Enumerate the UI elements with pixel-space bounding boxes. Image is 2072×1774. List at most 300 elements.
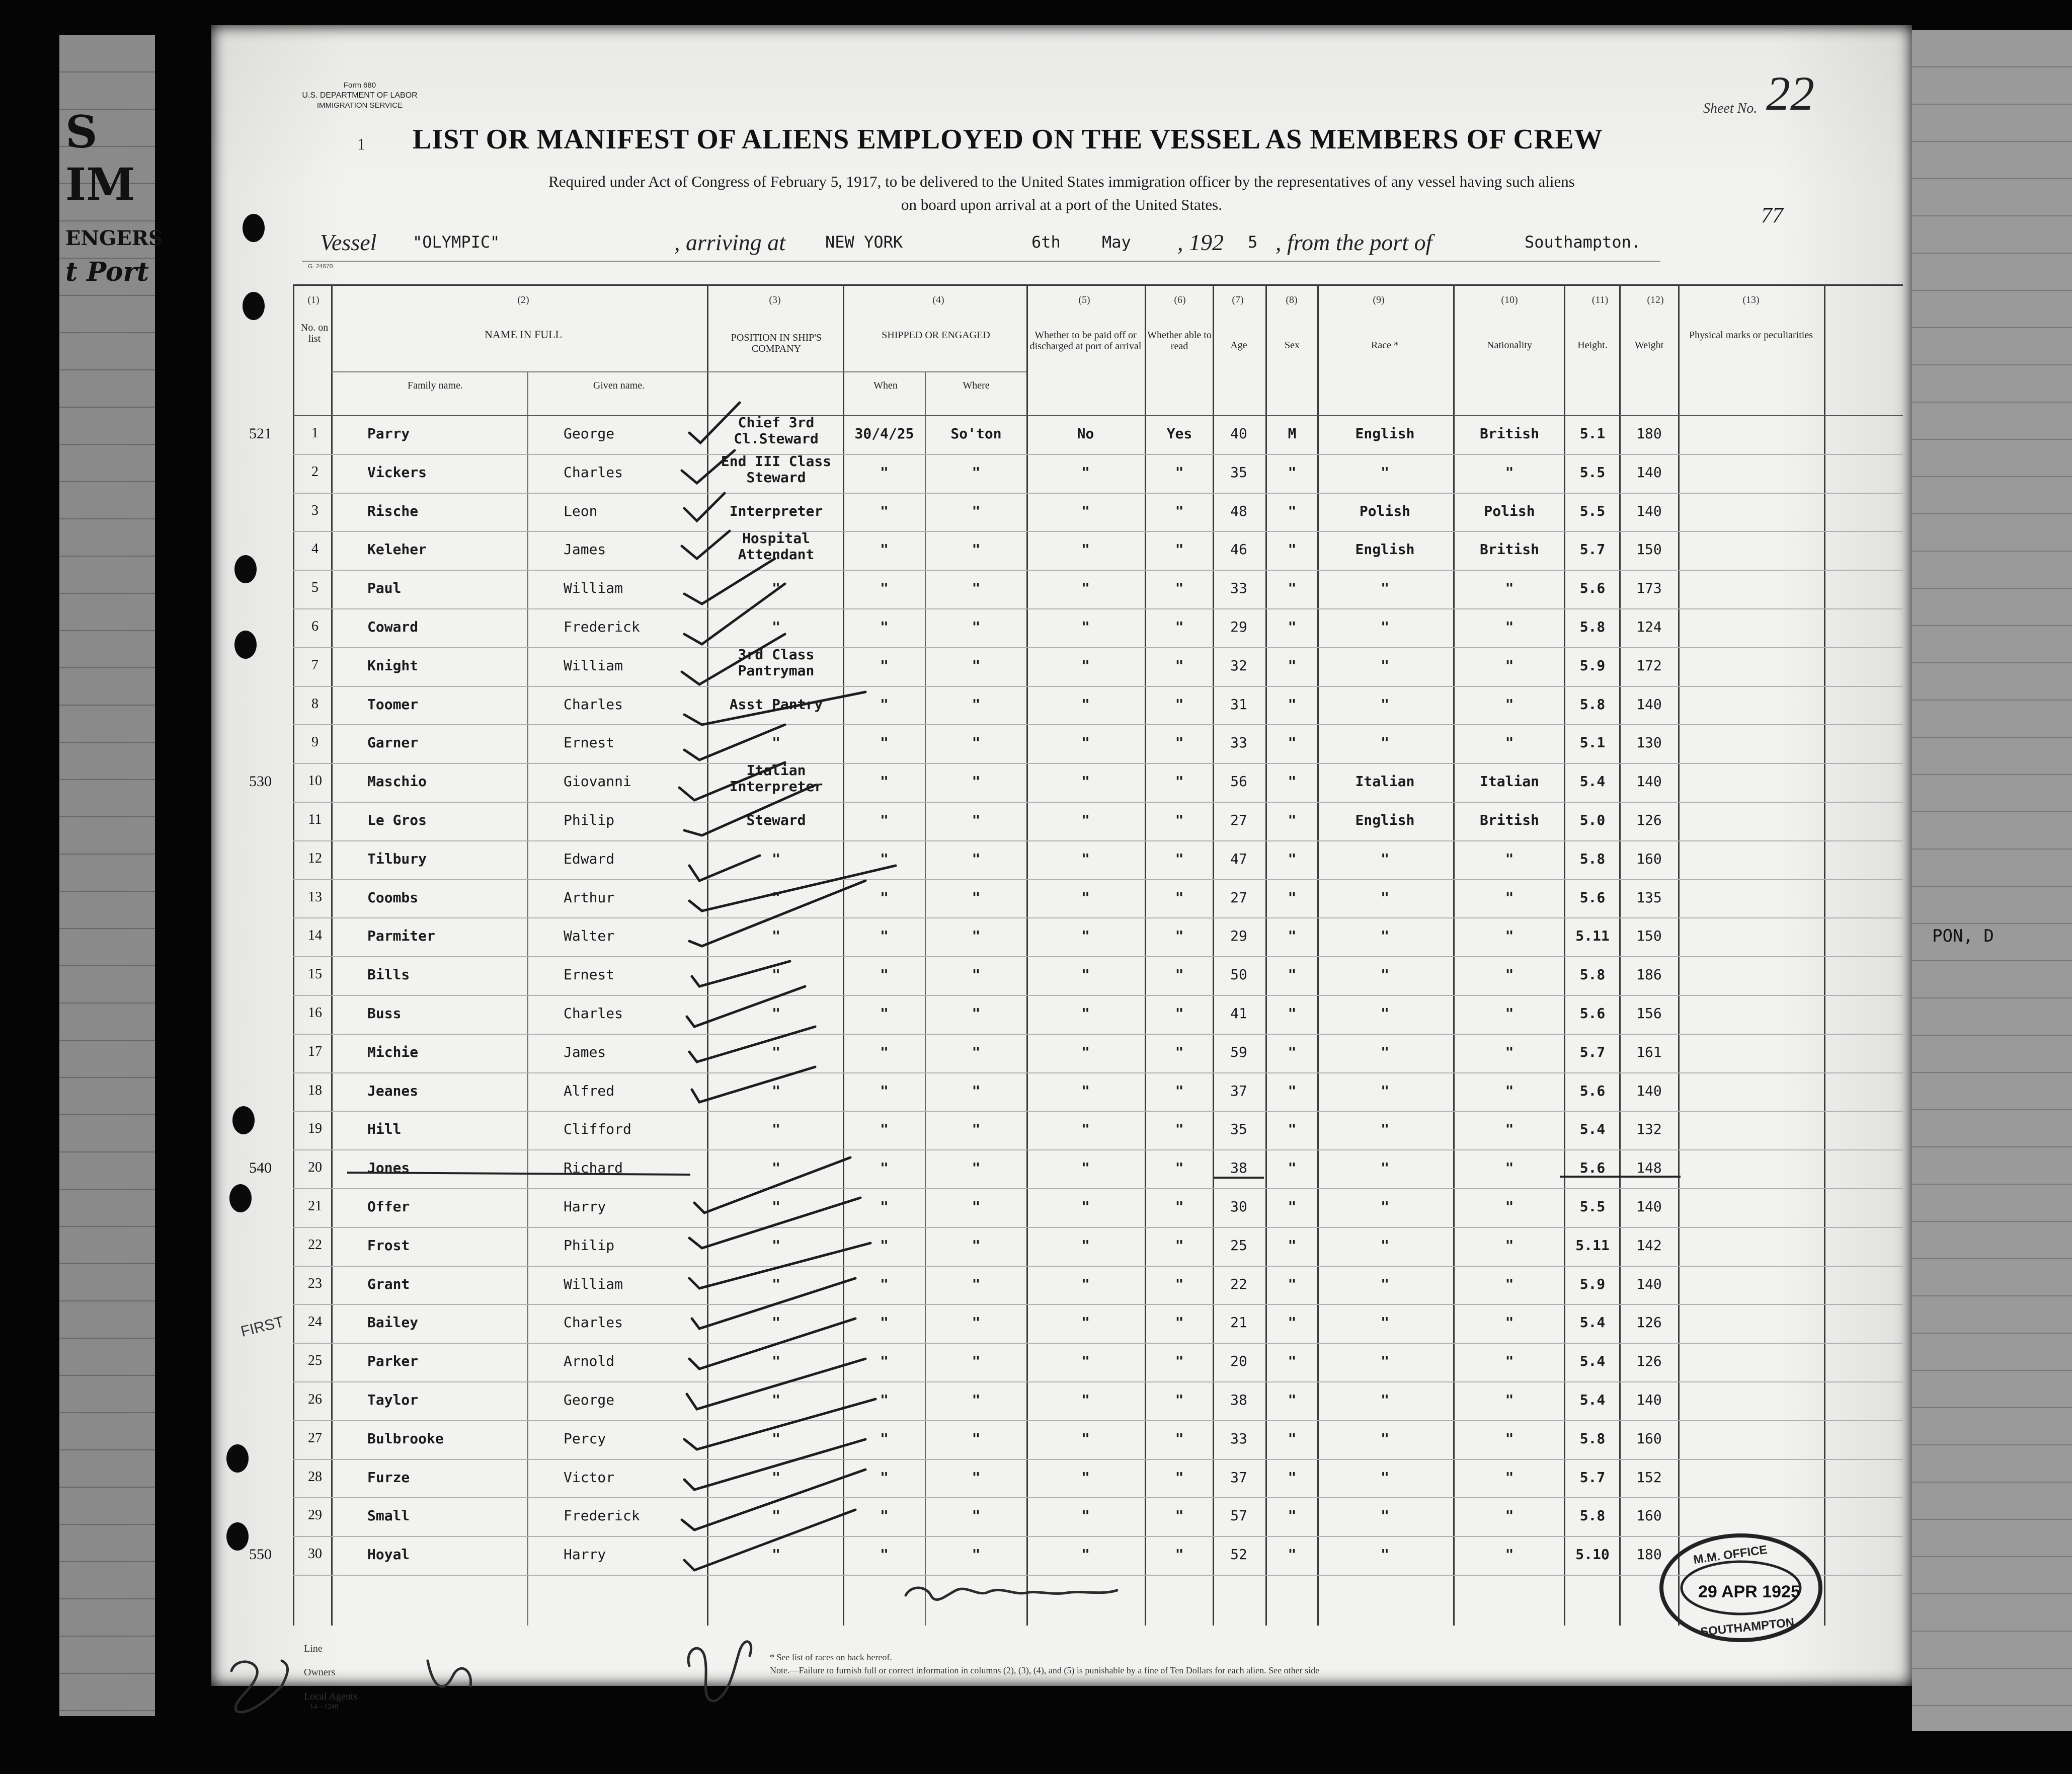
cell-read: " — [1175, 1005, 1184, 1022]
col-header-given: Given name. — [593, 380, 645, 391]
cell-height: 5.7 — [1579, 1469, 1606, 1486]
row-rule — [293, 608, 1903, 609]
cell-height: 5.1 — [1579, 734, 1606, 751]
cell-when: " — [880, 1083, 889, 1099]
cell-position: Chief 3rd — [738, 414, 815, 431]
cell-when: " — [880, 503, 889, 519]
cell-race: " — [1381, 464, 1389, 481]
cell-position: " — [772, 1276, 780, 1292]
cell-race: " — [1381, 1314, 1389, 1331]
departure-port: Southampton. — [1525, 233, 1641, 252]
cell-nationality: " — [1505, 619, 1514, 635]
cell-given: Harry — [564, 1546, 606, 1563]
cell-position: " — [772, 1546, 780, 1563]
punch-hole — [234, 631, 257, 659]
cell-read: " — [1175, 889, 1184, 906]
cell-nationality: " — [1505, 966, 1514, 983]
cell-where: " — [972, 1392, 981, 1408]
agents-label: Local Agents — [304, 1691, 358, 1702]
cell-when: " — [880, 580, 889, 596]
cell-nationality: " — [1505, 1005, 1514, 1022]
cell-position: " — [772, 1392, 780, 1408]
cell-position: " — [772, 580, 780, 596]
cell-position: " — [772, 1314, 780, 1331]
col-number: (9) — [1373, 294, 1385, 305]
cell-paid: " — [1081, 1276, 1090, 1292]
cell-no: 29 — [308, 1507, 322, 1523]
cell-when: " — [880, 773, 889, 790]
column-rule — [1317, 284, 1319, 1626]
cell-paid: No — [1077, 425, 1094, 442]
cell-height: 5.8 — [1579, 966, 1606, 983]
cell-race: " — [1381, 1198, 1389, 1215]
cell-age: 59 — [1230, 1044, 1247, 1060]
cell-sex: " — [1288, 464, 1297, 481]
cell-when: 30/4/25 — [854, 425, 914, 442]
col-header-shipped: SHIPPED OR ENGAGED — [882, 330, 990, 341]
column-rule — [1213, 284, 1214, 1626]
cell-age: 27 — [1230, 812, 1247, 828]
cell-no: 15 — [308, 966, 322, 982]
column-rule — [1026, 284, 1028, 1626]
cell-age: 35 — [1230, 1121, 1247, 1137]
sheet-label: Sheet No. — [1703, 101, 1758, 116]
cell-read: " — [1175, 580, 1184, 596]
column-rule — [1265, 284, 1267, 1626]
cell-given: Philip — [564, 1237, 615, 1254]
col-header-name: NAME IN FULL — [485, 328, 562, 341]
cell-family: Maschio — [367, 773, 427, 790]
cell-family: Parry — [367, 425, 410, 442]
crew-table — [293, 284, 1903, 1627]
subtitle-line: Required under Act of Congress of February 5, 1917, to be delivered to the United States immigration officer by the representatives of any vessel having such aliens — [548, 173, 1575, 190]
col-number: (4) — [932, 294, 944, 305]
cell-nationality: " — [1505, 1276, 1514, 1292]
vessel-label: Vessel — [320, 229, 377, 255]
cell-when: " — [880, 1392, 889, 1408]
cell-paid: " — [1081, 1044, 1090, 1060]
from-label: , from the port of — [1276, 229, 1432, 255]
cell-weight: 130 — [1636, 734, 1662, 751]
cell-sex: " — [1288, 1198, 1297, 1215]
col-number: (6) — [1174, 294, 1186, 305]
cell-no: 11 — [308, 812, 322, 827]
cell-where: " — [972, 812, 981, 828]
cell-read: " — [1175, 1469, 1184, 1486]
cell-nationality: " — [1505, 1392, 1514, 1408]
cell-when: " — [880, 851, 889, 867]
cell-race: " — [1381, 1469, 1389, 1486]
cell-read: " — [1175, 619, 1184, 635]
cell-paid: " — [1081, 1160, 1090, 1176]
cell-sex: " — [1288, 657, 1297, 674]
arrival-month: May — [1102, 233, 1131, 252]
cell-position-line2: Attendant — [738, 546, 815, 563]
cell-position-line2: Cl.Steward — [734, 430, 819, 447]
cell-given: Frederick — [564, 619, 640, 635]
cell-height: 5.6 — [1579, 1160, 1606, 1176]
cell-nationality: " — [1505, 1198, 1514, 1215]
cell-no: 26 — [308, 1392, 322, 1407]
row-rule — [293, 840, 1903, 841]
cell-family: Jones — [367, 1160, 410, 1176]
cell-family: Hoyal — [367, 1546, 410, 1563]
cell-when: " — [880, 1546, 889, 1563]
margin-number: 540 — [249, 1160, 272, 1176]
cell-given: Arnold — [564, 1353, 615, 1369]
cell-paid: " — [1081, 1392, 1090, 1408]
cell-height: 5.7 — [1579, 1044, 1606, 1060]
cell-given: James — [564, 1044, 606, 1060]
cell-nationality: " — [1505, 1044, 1514, 1060]
cell-age: 31 — [1230, 696, 1247, 713]
cell-paid: " — [1081, 773, 1090, 790]
cell-family: Tilbury — [367, 851, 427, 867]
cell-sex: " — [1288, 503, 1297, 519]
cell-height: 5.11 — [1575, 928, 1610, 944]
cell-position: Steward — [746, 812, 806, 828]
cell-nationality: " — [1505, 1237, 1514, 1254]
cell-read: " — [1175, 464, 1184, 481]
cell-no: 20 — [308, 1160, 322, 1175]
cell-read: " — [1175, 1121, 1184, 1137]
cell-nationality: " — [1505, 1353, 1514, 1369]
cell-race: " — [1381, 734, 1389, 751]
cell-position: Asst Pantry — [729, 696, 823, 713]
cell-paid: " — [1081, 619, 1090, 635]
cell-age: 25 — [1230, 1237, 1247, 1254]
cell-age: 47 — [1230, 851, 1247, 867]
cell-sex: " — [1288, 1507, 1297, 1524]
cell-no: 10 — [308, 773, 322, 789]
cell-read: " — [1175, 966, 1184, 983]
col-header-nationality: Nationality — [1487, 340, 1532, 351]
cell-where: " — [972, 696, 981, 713]
cell-age: 57 — [1230, 1507, 1247, 1524]
cell-no: 28 — [308, 1469, 322, 1485]
cell-position: " — [772, 928, 780, 944]
cell-age: 20 — [1230, 1353, 1247, 1369]
row-rule — [293, 1149, 1903, 1150]
column-rule — [1145, 284, 1146, 1626]
row-rule — [293, 531, 1903, 532]
cell-paid: " — [1081, 1121, 1090, 1137]
cell-read: " — [1175, 1044, 1184, 1060]
first-stamp: FIRST — [239, 1314, 286, 1341]
cell-no: 14 — [308, 928, 322, 943]
row-rule — [293, 802, 1903, 803]
cell-height: 5.8 — [1579, 696, 1606, 713]
cell-where: " — [972, 464, 981, 481]
cell-age: 33 — [1230, 1430, 1247, 1447]
cell-family: Michie — [367, 1044, 419, 1060]
cell-height: 5.6 — [1579, 889, 1606, 906]
column-rule — [331, 284, 333, 1626]
cell-position: " — [772, 1083, 780, 1099]
cell-paid: " — [1081, 889, 1090, 906]
subtitle-line: on board upon arrival at a port of the United States. — [901, 196, 1222, 213]
cell-race: " — [1381, 696, 1389, 713]
form-number: Form 680 — [343, 81, 376, 90]
cell-paid: " — [1081, 696, 1090, 713]
cell-sex: " — [1288, 1276, 1297, 1292]
cell-age: 33 — [1230, 734, 1247, 751]
cell-nationality: Polish — [1484, 503, 1535, 519]
cell-no: 7 — [311, 657, 318, 673]
margin-number: 521 — [249, 425, 272, 442]
cell-position: " — [772, 966, 780, 983]
cell-paid: " — [1081, 1237, 1090, 1254]
cell-no: 17 — [308, 1044, 322, 1059]
column-rule — [527, 371, 528, 1626]
cell-race: " — [1381, 1237, 1389, 1254]
cell-sex: " — [1288, 1392, 1297, 1408]
cell-age: 56 — [1230, 773, 1247, 790]
cell-height: 5.8 — [1579, 619, 1606, 635]
cell-age: 38 — [1230, 1160, 1247, 1176]
cell-nationality: " — [1505, 580, 1514, 596]
cell-read: " — [1175, 1392, 1184, 1408]
cell-family: Keleher — [367, 541, 427, 558]
cell-paid: " — [1081, 1507, 1090, 1524]
cell-height: 5.4 — [1579, 773, 1606, 790]
cell-read: " — [1175, 503, 1184, 519]
row-rule — [293, 454, 1903, 455]
cell-race: " — [1381, 851, 1389, 867]
cell-read: " — [1175, 773, 1184, 790]
line-label: Line — [304, 1643, 323, 1654]
cell-no: 25 — [308, 1353, 322, 1368]
cell-no: 18 — [308, 1083, 322, 1098]
cell-height: 5.5 — [1579, 464, 1606, 481]
cell-paid: " — [1081, 1083, 1090, 1099]
cell-nationality: " — [1505, 1121, 1514, 1137]
cell-sex: " — [1288, 1044, 1297, 1060]
row-rule — [293, 1343, 1903, 1344]
cell-given: Richard — [564, 1160, 623, 1176]
cell-height: 5.4 — [1579, 1314, 1606, 1331]
cell-where: " — [972, 1430, 981, 1447]
cell-where: " — [972, 1353, 981, 1369]
cell-sex: " — [1288, 773, 1297, 790]
cell-sex: " — [1288, 1546, 1297, 1563]
cell-paid: " — [1081, 657, 1090, 674]
cell-paid: " — [1081, 851, 1090, 867]
cell-weight: 150 — [1636, 928, 1662, 944]
punch-hole — [232, 1106, 255, 1134]
cell-age: 29 — [1230, 619, 1247, 635]
cell-when: " — [880, 1469, 889, 1486]
cell-no: 13 — [308, 889, 322, 905]
cell-sex: " — [1288, 1430, 1297, 1447]
cell-weight: 186 — [1636, 966, 1662, 983]
cell-nationality: British — [1479, 425, 1539, 442]
cell-read: " — [1175, 1430, 1184, 1447]
cell-paid: " — [1081, 1546, 1090, 1563]
cell-position: " — [772, 619, 780, 635]
column-rule — [293, 284, 294, 1626]
adjacent-fragment: PON, D — [1932, 926, 1994, 946]
cell-where: " — [972, 851, 981, 867]
cell-sex: M — [1288, 425, 1297, 442]
row-rule — [293, 1459, 1903, 1460]
punch-hole — [226, 1444, 249, 1473]
col-header-read: Whether able to read — [1147, 330, 1212, 352]
cell-read: " — [1175, 657, 1184, 674]
column-rule — [1678, 284, 1680, 1626]
cell-age: 32 — [1230, 657, 1247, 674]
cell-no: 22 — [308, 1237, 322, 1253]
cell-height: 5.9 — [1579, 1276, 1606, 1292]
cell-where: " — [972, 1083, 981, 1099]
col-number: (3) — [769, 294, 781, 305]
cell-age: 41 — [1230, 1005, 1247, 1022]
cell-height: 5.4 — [1579, 1353, 1606, 1369]
cell-read: " — [1175, 1546, 1184, 1563]
cell-position: " — [772, 1198, 780, 1215]
row-rule — [293, 1111, 1903, 1112]
cell-paid: " — [1081, 928, 1090, 944]
cell-weight: 126 — [1636, 1353, 1662, 1369]
row-rule — [293, 917, 1903, 918]
cell-family: Grant — [367, 1276, 410, 1292]
cell-height: 5.9 — [1579, 657, 1606, 674]
cell-position: " — [772, 734, 780, 751]
cell-where: " — [972, 1160, 981, 1176]
cell-weight: 135 — [1636, 889, 1662, 906]
col-number: (5) — [1078, 294, 1090, 305]
cell-nationality: " — [1505, 1546, 1514, 1563]
cell-when: " — [880, 966, 889, 983]
cell-family: Hill — [367, 1121, 402, 1137]
column-rule — [1824, 284, 1825, 1626]
col-header-paid-off: Whether to be paid off or discharged at port of arrival — [1029, 330, 1142, 352]
row-rule — [293, 1266, 1903, 1267]
cell-given: Charles — [564, 1005, 623, 1022]
cell-position: " — [772, 1430, 780, 1447]
cell-weight: 150 — [1636, 541, 1662, 558]
row-rule — [293, 1034, 1903, 1035]
col-header-family: Family name. — [408, 380, 463, 391]
cell-race: " — [1381, 1507, 1389, 1524]
cell-race: English — [1355, 812, 1415, 828]
department: U.S. DEPARTMENT OF LABOR — [302, 91, 418, 100]
cell-height: 5.6 — [1579, 580, 1606, 596]
cell-race: " — [1381, 1276, 1389, 1292]
cell-race: " — [1381, 1005, 1389, 1022]
cell-where: " — [972, 1198, 981, 1215]
cell-family: Parker — [367, 1353, 419, 1369]
cell-when: " — [880, 619, 889, 635]
cell-read: " — [1175, 1353, 1184, 1369]
cell-given: Percy — [564, 1430, 606, 1447]
cell-race: " — [1381, 889, 1389, 906]
column-rule — [843, 284, 844, 1626]
row-rule — [293, 1497, 1903, 1498]
cell-family: Bailey — [367, 1314, 419, 1331]
punch-hole — [243, 214, 265, 242]
cell-when: " — [880, 541, 889, 558]
cell-weight: 140 — [1636, 1392, 1662, 1408]
subtitle — [322, 170, 1801, 216]
cell-position-line2: Pantryman — [738, 662, 815, 679]
cell-family: Frost — [367, 1237, 410, 1254]
cell-position: Interpreter — [729, 503, 823, 519]
cell-position: " — [772, 1005, 780, 1022]
cell-race: Polish — [1359, 503, 1411, 519]
footnote — [770, 1651, 1676, 1677]
cell-family: Knight — [367, 657, 419, 674]
punch-hole — [229, 1184, 252, 1212]
row-rule — [293, 1227, 1903, 1228]
cell-weight: 148 — [1636, 1160, 1662, 1176]
cell-age: 50 — [1230, 966, 1247, 983]
office-stamp — [1658, 1530, 1824, 1646]
cell-height: 5.6 — [1579, 1083, 1606, 1099]
cell-read: " — [1175, 1160, 1184, 1176]
cell-nationality: British — [1479, 541, 1539, 558]
cell-weight: 140 — [1636, 503, 1662, 519]
punch-hole — [226, 1522, 249, 1551]
cell-paid: " — [1081, 541, 1090, 558]
cell-read: " — [1175, 851, 1184, 867]
cell-paid: " — [1081, 464, 1090, 481]
cell-paid: " — [1081, 1353, 1090, 1369]
cell-no: 6 — [311, 619, 318, 634]
cell-family: Buss — [367, 1005, 402, 1022]
cell-given: Edward — [564, 851, 615, 867]
cell-height: 5.0 — [1579, 812, 1606, 828]
col-number: (1) — [307, 294, 320, 305]
cell-when: " — [880, 928, 889, 944]
cell-height: 5.5 — [1579, 503, 1606, 519]
cell-where: " — [972, 1121, 981, 1137]
cell-given: James — [564, 541, 606, 558]
row-rule — [293, 570, 1903, 571]
cell-no: 5 — [311, 580, 318, 595]
cell-weight: 124 — [1636, 619, 1662, 635]
stamp-office: M.M. OFFICE — [1692, 1542, 1769, 1567]
cell-no: 27 — [308, 1430, 322, 1446]
cell-weight: 126 — [1636, 812, 1662, 828]
cell-given: Alfred — [564, 1083, 615, 1099]
cell-family: Furze — [367, 1469, 410, 1486]
cell-read: " — [1175, 1237, 1184, 1254]
cell-where: " — [972, 1507, 981, 1524]
cell-paid: " — [1081, 1198, 1090, 1215]
col-number: (8) — [1286, 294, 1298, 305]
cell-where: " — [972, 1044, 981, 1060]
cell-race: " — [1381, 1430, 1389, 1447]
cell-race: " — [1381, 1121, 1389, 1137]
cell-when: " — [880, 1237, 889, 1254]
cell-nationality: " — [1505, 657, 1514, 674]
cell-weight: 160 — [1636, 1430, 1662, 1447]
cell-nationality: " — [1505, 696, 1514, 713]
stamp-place: SOUTHAMPTON — [1700, 1615, 1795, 1639]
cell-position: End III Class — [721, 453, 832, 470]
cell-where: " — [972, 503, 981, 519]
cell-family: Le Gros — [367, 812, 427, 828]
cell-where: " — [972, 1005, 981, 1022]
cell-when: " — [880, 1430, 889, 1447]
cell-sex: " — [1288, 1469, 1297, 1486]
cell-no: 4 — [311, 541, 318, 557]
col-header-no: No. on list — [300, 322, 329, 344]
col-number: (12) — [1647, 294, 1664, 305]
cell-read: " — [1175, 696, 1184, 713]
cell-race: English — [1355, 425, 1415, 442]
